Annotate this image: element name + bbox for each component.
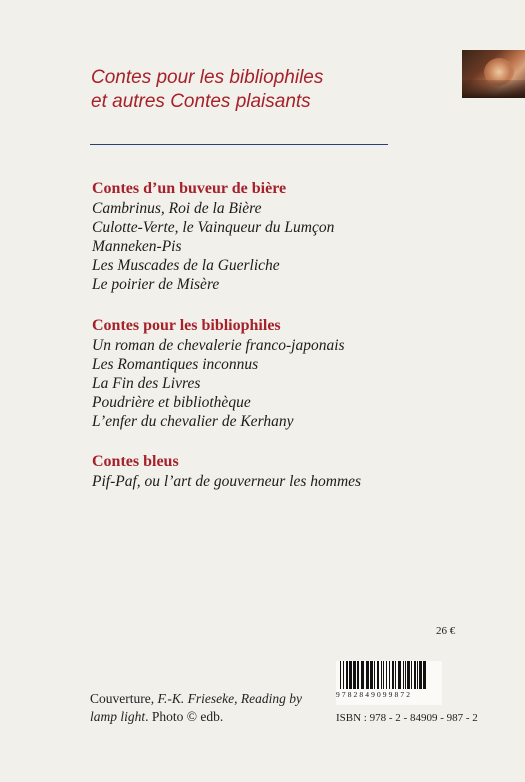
credit-prefix: Couverture, [90,691,158,706]
barcode-bar [343,661,344,689]
barcode-bar [419,661,422,689]
barcode-digits: 9782849099872 [336,690,413,699]
section-title: Contes pour les bibliophiles [92,317,281,334]
section-bibliophiles [92,316,345,431]
barcode-bar [423,661,426,689]
list-item: Poudrière et bibliothèque [92,394,251,411]
barcode-bar [374,661,375,689]
price-label: 26 € [436,625,456,637]
barcode-bar [340,661,341,689]
barcode-bar [403,661,404,689]
barcode-bars [336,661,442,691]
list-item: Culotte-Verte, le Vainqueur du Lumçon [92,219,335,236]
list-item: La Fin des Livres [92,375,201,392]
barcode-bar [353,661,356,689]
barcode-bar [417,661,418,689]
list-item: Cambrinus, Roi de la Bière [92,200,262,217]
credit-title-end: lamp light [90,709,146,724]
cover-credit-line-2 [90,708,302,726]
barcode-bar [386,661,387,689]
section-contes-bleus [92,452,361,491]
barcode-bar [389,661,390,689]
series-title-line-2: et autres Contes plaisants [91,91,311,112]
barcode-bar [411,661,412,689]
barcode-bar [357,661,359,689]
list-item: Un roman de chevalerie franco-japonais [92,337,345,354]
barcode-bar [366,661,369,689]
list-item: Pif-Paf, ou l’art de gouverneur les hommes [92,473,362,490]
barcode-bar [407,661,410,689]
list-item: L’enfer du chevalier de Kerhany [92,413,294,430]
painting-shadow [462,80,525,98]
title-divider [90,144,388,145]
barcode-bar [398,661,401,689]
section-buveur-de-biere [92,179,334,294]
barcode-bar [361,661,364,689]
credit-photo: . Photo © edb. [145,709,224,724]
series-title [91,66,323,114]
barcode-bar [346,661,348,689]
series-title-line-1: Contes pour les bibliophiles [91,67,324,88]
list-item: Le poirier de Misère [92,276,220,293]
barcode-bar [383,661,384,689]
list-item: Les Romantiques inconnus [92,356,259,373]
credit-artist: F.-K. Frieseke, Reading by [157,691,302,706]
barcode-bar [377,661,379,689]
isbn-label: ISBN : 978 - 2 - 84909 - 987 - 2 [336,712,478,724]
cover-credit-line-1 [90,690,302,708]
barcode-bar [370,661,373,689]
list-item: Les Muscades de la Guerliche [92,257,280,274]
barcode-bar [349,661,352,689]
list-item: Manneken-Pis [92,238,182,255]
cover-painting-thumbnail [462,50,525,98]
barcode-bar [395,661,396,689]
barcode-bar [381,661,382,689]
barcode-bar [414,661,416,689]
cover-credit [90,690,302,726]
barcode-bar [405,661,406,689]
barcode-bar [392,661,394,689]
section-title: Contes d’un buveur de bière [92,180,287,197]
section-title: Contes bleus [92,453,179,470]
